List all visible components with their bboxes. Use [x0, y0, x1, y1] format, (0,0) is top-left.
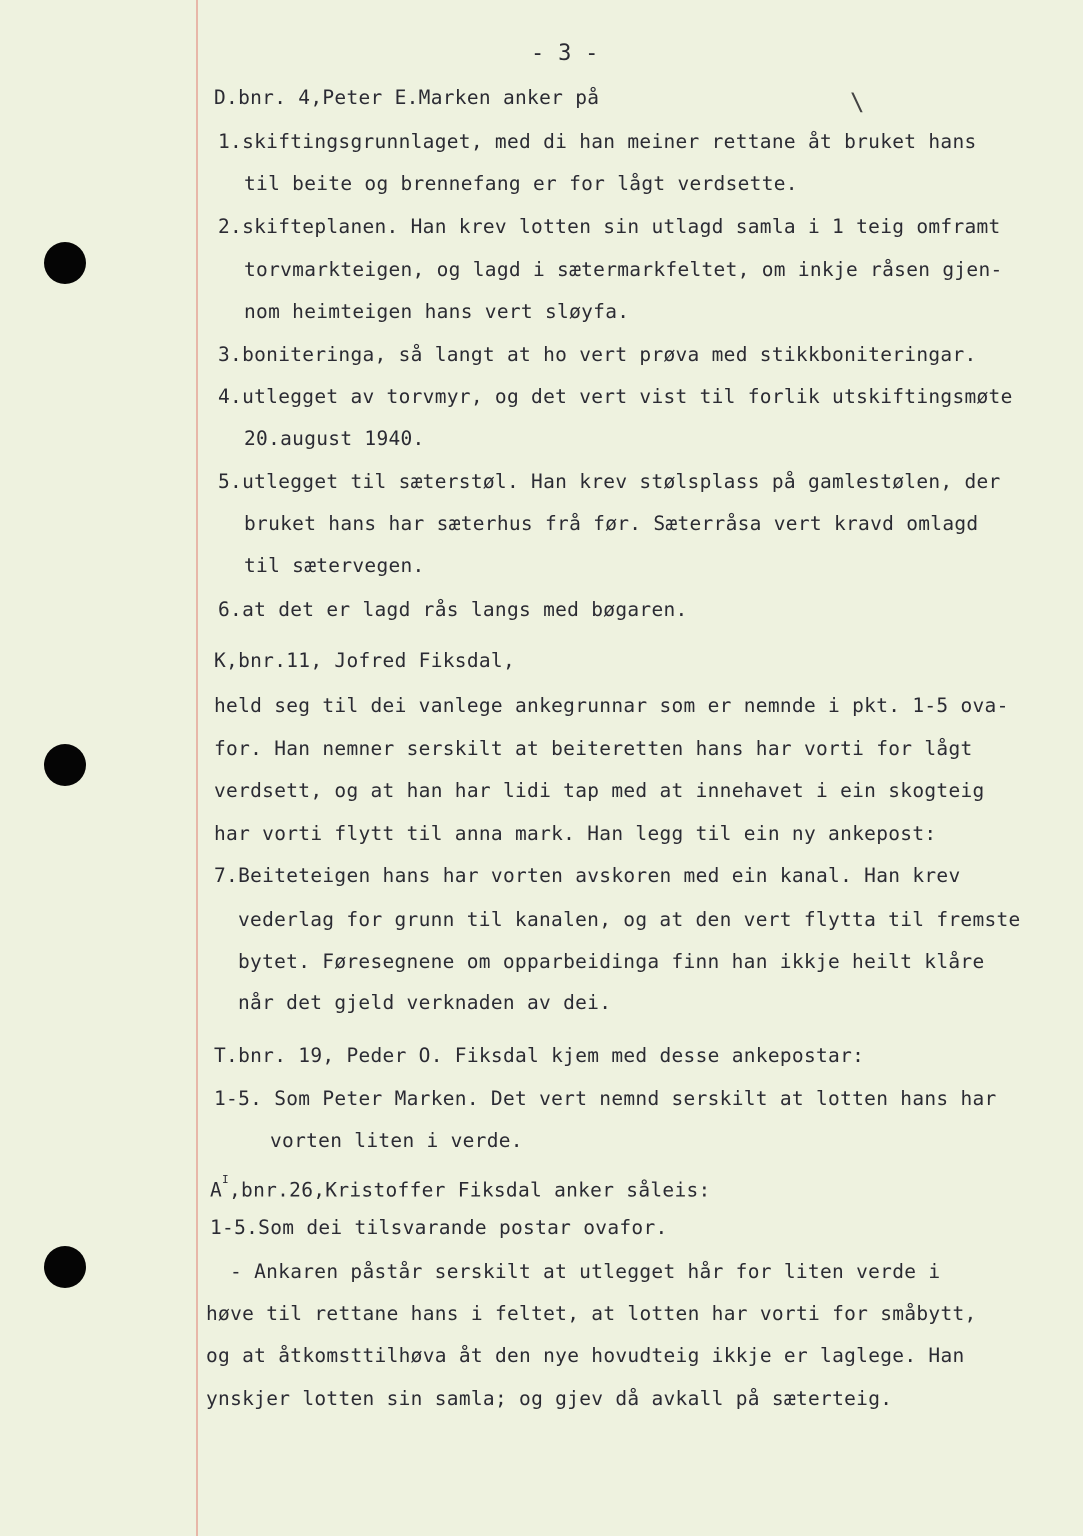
superscript: I	[222, 1173, 229, 1186]
text-line: og at åtkomsttilhøva åt den nye hovudteig ikkje er laglege. Han	[206, 1344, 965, 1367]
text-line: 2.skifteplanen. Han krev lotten sin utlagd samla i 1 teig omframt	[218, 215, 1001, 238]
text-line: 7.Beiteteigen hans har vorten avskoren med ein kanal. Han krev	[214, 864, 961, 887]
text-line: bytet. Føresegnene om opparbeidinga finn han ikkje heilt klåre	[238, 950, 985, 973]
text-line: verdsett, og at han har lidi tap med at innehavet i ein skogteig	[214, 779, 985, 802]
text-line: til sætervegen.	[244, 554, 425, 577]
text-line: - Ankaren påstår serskilt at utlegget hår for liten verde i	[230, 1260, 941, 1283]
punch-hole	[44, 744, 86, 786]
text-line: 4.utlegget av torvmyr, og det vert vist til forlik utskiftingsmøte	[218, 385, 1013, 408]
text-line: for. Han nemner serskilt at beiteretten hans har vorti for lågt	[214, 737, 973, 760]
text-line: vederlag for grunn til kanalen, og at den vert flytta til fremste	[238, 908, 1021, 931]
text-line: 1-5.Som dei tilsvarande postar ovafor.	[210, 1216, 668, 1239]
text-line: når det gjeld verknaden av dei.	[238, 991, 612, 1014]
text-line: til beite og brennefang er for lågt verdsette.	[244, 172, 798, 195]
text-line: torvmarkteigen, og lagd i sætermarkfeltet, om inkje råsen gjen-	[244, 258, 1003, 281]
margin-line	[196, 0, 198, 1536]
text-line: 3.boniteringa, så langt at ho vert prøva med stikkboniteringar.	[218, 343, 977, 366]
corner-mark: \	[850, 88, 865, 116]
text-line-a: A	[210, 1178, 223, 1202]
text-line: 6.at det er lagd rås langs med bøgaren.	[218, 598, 688, 621]
text-line: D.bnr. 4,Peter E.Marken anker på	[214, 86, 600, 109]
text-line: 5.utlegget til sæterstøl. Han krev stølsplass på gamlestølen, der	[218, 470, 1001, 493]
page-number: - 3 -	[531, 41, 599, 66]
text-line-rest: ,bnr.26,Kristoffer Fiksdal anker såleis:	[228, 1178, 711, 1202]
punch-hole	[44, 1246, 86, 1288]
text-line: 1.skiftingsgrunnlaget, med di han meiner rettane åt bruket hans	[218, 130, 977, 153]
text-line: bruket hans har sæterhus frå før. Sæterråsa vert kravd omlagd	[244, 512, 979, 535]
text-line: ynskjer lotten sin samla; og gjev då avkall på sæterteig.	[206, 1387, 893, 1410]
text-line: nom heimteigen hans vert sløyfa.	[244, 300, 630, 323]
text-line: K,bnr.11, Jofred Fiksdal,	[214, 649, 515, 672]
punch-hole	[44, 242, 86, 284]
text-line: har vorti flytt til anna mark. Han legg til ein ny ankepost:	[214, 822, 937, 845]
text-line: vorten liten i verde.	[270, 1129, 523, 1152]
text-line: 20.august 1940.	[244, 427, 425, 450]
text-line	[210, 1174, 711, 1203]
text-line: 1-5. Som Peter Marken. Det vert nemnd serskilt at lotten hans har	[214, 1087, 997, 1110]
text-line: høve til rettane hans i feltet, at lotten har vorti for småbytt,	[206, 1302, 977, 1325]
text-line: T.bnr. 19, Peder O. Fiksdal kjem med desse ankepostar:	[214, 1044, 865, 1067]
text-line: held seg til dei vanlege ankegrunnar som er nemnde i pkt. 1-5 ova-	[214, 694, 1009, 717]
